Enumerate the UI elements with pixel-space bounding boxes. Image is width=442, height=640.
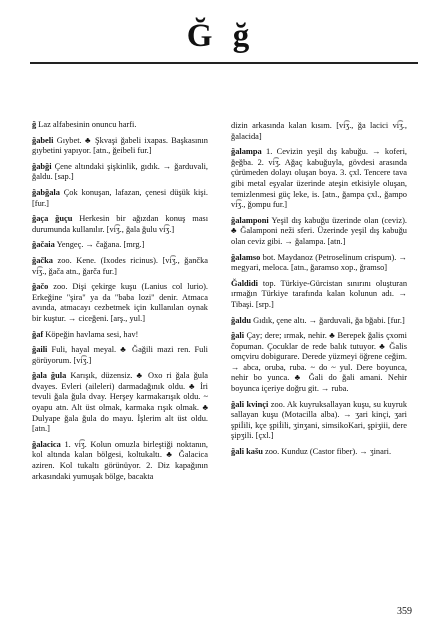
- entry-definition: Yengeç. → čağana. [mrg.]: [56, 240, 145, 250]
- entry-definition: Herkesin bir ağızdan konuş ması durumunda kullanılır. [vi͡ʒ., ğala ğulu vi͡ʒ.]: [32, 214, 209, 234]
- page-number: 359: [397, 606, 412, 617]
- dictionary-entry: [231, 147, 407, 211]
- entry-definition: zoo. Kunduz (Castor fiber). → ʒinari.: [264, 447, 392, 457]
- entry-headword: ğabğala: [32, 187, 60, 197]
- entry-headword: ğačka: [32, 255, 53, 265]
- entry-definition: Gıybet. ♣ Şkvaşi ğabeli ixapas. Başkasının gıybetini yapıyor. [atn., ğeibeli fur.]: [32, 135, 208, 156]
- entry-definition: Yeşil dış kabuğu üzerinde olan (ceviz). ♣ Ğalamponi neži sferi. Üzerinde yeşil dış kabuğu olan ceviz gibi. → ğalampa. [atn.]: [231, 215, 407, 246]
- entry-definition: 1. vi͡ʒ. Kolun omuzla birleştiği noktanın, kol altında kalan bölgesi, koltukaltı. ♣ Ğalacica aziren. Kol tukaltı görünüyor. 2. Diz kapağının arkasındaki yumuşak bölge, bacakta: [32, 439, 209, 481]
- dictionary-entry: [32, 256, 208, 277]
- entry-headword: ğali kvinçi: [231, 399, 269, 409]
- dictionary-entry: [32, 188, 208, 209]
- entry-headword: ğalamso: [231, 252, 261, 262]
- entry-definition: Fuli, hayal meyal. ♣ Ğağili mazi ren. Fuli görüyorum. [vi͡ʒ.]: [32, 345, 209, 365]
- entry-definition: Gıdık, çene altı. → ğarduvali, ğa bğabi. [fur.]: [253, 315, 405, 325]
- page-title: Ğ ğ: [186, 18, 256, 54]
- entry-definition: zoo. Kene. (Ixodes ricinus). [vi͡ʒ., ğančka vi͡ʒ., ğača atn., ğarča fur.]: [32, 255, 209, 276]
- entry-headword: ğaça ğuçu: [32, 214, 73, 224]
- entry-definition: zoo. Ak kuyruksallayan kuşu, su kuyruk sallayan kuşu (Motacilla alba). → ʒari kinçi, ʒari şpiİili, kçe şpiİili, ʒinʒani, simsikoKari, şpiʒiii, dere şipʒili. [çxl.]: [231, 399, 408, 441]
- entry-definition: Köpeğin havlama sesi, hav!: [45, 329, 139, 339]
- entry-headword: ğaili: [32, 345, 48, 355]
- dictionary-entry: [32, 136, 208, 157]
- dictionary-entry: [32, 440, 208, 482]
- dictionary-entry: [32, 214, 208, 235]
- dictionary-entry: [231, 316, 407, 327]
- entry-headword: ğalampa: [231, 147, 262, 157]
- entry-definition: Çene altındaki şişkinlik, gıdık. → ğarduvali, ğaldu. [sap.]: [32, 161, 209, 182]
- dictionary-entry: [231, 216, 407, 248]
- left-column: [32, 120, 208, 487]
- dictionary-entry: [32, 240, 208, 251]
- entry-definition: Çok konuşan, lafazan, çenesi düşük kişi. [fur.]: [32, 187, 208, 208]
- dictionary-entry: [231, 253, 407, 274]
- entry-definition: zoo. Dişi çekirge kuşu (Lanius col lurio). Erkeğine "şira" ya da "baba lozi" denir. Atmaca avında, atmacayı cezbetmek için kullanılan oynak bir kuştur. → ciceğeni. [arş., yul.]: [32, 282, 208, 323]
- entry-headword: ğali: [231, 331, 245, 341]
- dictionary-entry: [231, 331, 407, 395]
- entry-headword: ğ: [32, 120, 37, 129]
- entry-headword: ğala ğula: [32, 371, 67, 381]
- title-rule: [30, 62, 418, 64]
- entry-headword: ğalamponi: [231, 215, 269, 225]
- dictionary-entry: [32, 330, 208, 341]
- dictionary-entry: [32, 282, 208, 324]
- entry-headword: ğačo: [32, 282, 49, 292]
- entry-headword: ğabeli: [32, 135, 54, 145]
- entry-definition: Laz alfabesinin onuncu harfi.: [38, 120, 137, 129]
- dictionary-entry: [231, 279, 407, 311]
- entry-definition: Çay; dere; ırmak, nehir. ♣ Berepek ğalis çxomi čopuman. Çocuklar de rede balık tutuyor. ♣ Ğalis omçviru dobigurare. Derede yüzmeyi öğrene ceğim. → abca, oruba, ruba. ~ do ~ yul. Dere boyunca, nehir bo yunca. ♣ Ğali do ğali amani. Nehir boyunca içeriye doğru git. → ruba.: [231, 331, 408, 394]
- entry-headword: ğačaia: [32, 240, 55, 250]
- dictionary-entry: [32, 345, 208, 366]
- entry-headword: ğabği: [32, 161, 52, 171]
- entry-headword: ğaf: [32, 329, 44, 339]
- entry-definition: dizin arkasında kalan kısım. [vi͡ʒ., ğa lacici vi͡ʒ., ğalacida]: [231, 121, 407, 141]
- dictionary-entry: [231, 447, 407, 458]
- dictionary-entry: [32, 371, 208, 435]
- entry-definition: top. Türkiye-Gürcistan sınırını oluşturan ırmağın Türkiye tarafında kalan kolunun adı. → Tibaşi. [srp.]: [231, 278, 408, 309]
- entry-headword: ğalacica: [32, 439, 61, 449]
- right-column: [231, 121, 407, 463]
- entry-headword: Ğaldidi: [231, 278, 258, 288]
- dictionary-entry: [32, 120, 208, 131]
- entry-headword: ğali kašu: [231, 447, 263, 457]
- entry-definition: Karışık, düzensiz. ♣ Oxo ri ğala ğula dvayes. Evleri (aileleri) darmadağınık oldu. ♣ İri tevuli ğala ğula dvay. Herşey karmakarışık oldu. ~ oyapu atn. Alt üst olmak, karmaka rışık olmak. ♣ Dulyape ğala ğula do mayu. İşlerim alt üst oldu. [atn.]: [32, 371, 209, 434]
- entry-headword: ğaldu: [231, 315, 252, 325]
- dictionary-entry: [231, 400, 407, 442]
- entry-definition: bot. Maydanoz (Petroselinum crispum). → megyari, meloca. [atn., ğaramso xop., ğramso]: [231, 252, 407, 273]
- dictionary-entry: [231, 121, 407, 142]
- dictionary-entry: [32, 162, 208, 183]
- entry-definition: 1. Cevizin yeşil dış kabuğu. → koferi, ğeğba. 2. vi͡ʒ. Ağaç kabuğuyla, gövdesi arasında çürümeden dolayı oluşan boya. 3. çxl. Tencere tava gibi metal eşyalar üzerinde ateşin etkisiyle oluşan, temizlenmesi güç leke, is. [atn., ğampa çxl., ğampo vi͡ʒ., ğompu fur.]: [231, 147, 408, 210]
